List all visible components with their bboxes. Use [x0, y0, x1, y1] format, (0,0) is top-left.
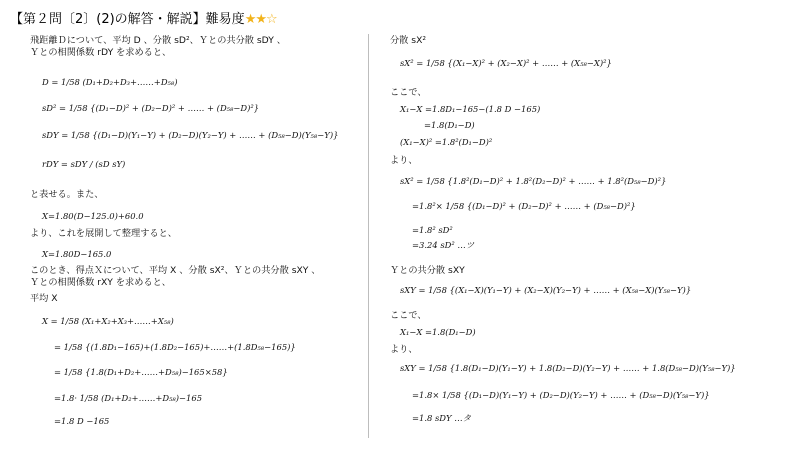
right-line: X₁−X =1.8(D₁−D) [400, 327, 476, 337]
right-line: (X₁−X)² =1.8²(D₁−D)² [400, 137, 493, 147]
right-line: =1.8× 1/58 {(D₁−D)(Y₁−Y) + (D₂−D)(Y₂−Y) + …… + (D₅₈−D)(Y₅₈−Y)} [412, 390, 710, 400]
right-line: X₁−X =1.8D₁−165−(1.8 D −165) [400, 104, 541, 114]
left-line: D = 1/58 (D₁+D₂+D₃+……+D₅₈) [42, 77, 178, 87]
left-line: と表せる。また、 [30, 189, 104, 200]
right-line: sX² = 1/58 {(X₁−X)² + (X₂−X)² + …… + (X₅₈−X)²} [400, 58, 612, 68]
right-line: Ｙとの共分散 sXY [390, 265, 465, 276]
left-line: Ｙとの相関係数 rDY を求めると、 [30, 47, 172, 58]
right-line: =1.8(D₁−D) [424, 120, 475, 130]
left-line: X=1.80(D−125.0)+60.0 [42, 211, 144, 221]
right-line: より、 [390, 344, 418, 355]
right-line: ここで、 [390, 310, 427, 321]
left-line: X = 1/58 (X₁+X₂+X₃+……+X₅₈) [42, 316, 174, 326]
right-line: =1.8² sD² [412, 225, 453, 235]
page-title [10, 8, 277, 27]
right-line: ここで、 [390, 87, 427, 98]
column-divider [368, 34, 369, 438]
left-line: rDY = sDY / (sD sY) [42, 159, 126, 169]
left-line: X=1.80D−165.0 [42, 249, 112, 259]
left-line: = 1/58 {1.8(D₁+D₂+……+D₅₈)−165×58} [54, 367, 228, 377]
left-line: 平均 X [30, 293, 58, 304]
left-line: sD² = 1/58 {(D₁−D)² + (D₂−D)² + …… + (D₅₈−D)²} [42, 103, 260, 113]
left-line: 飛距離Ｄについて、平均 D 、分散 sD²、Ｙとの共分散 sDY 、 [30, 35, 286, 46]
left-line: = 1/58 {(1.8D₁−165)+(1.8D₂−165)+……+(1.8D₅₈−165)} [54, 342, 296, 352]
left-line: =1.8 D −165 [54, 416, 110, 426]
right-line: sXY = 1/58 {(X₁−X)(Y₁−Y) + (X₂−X)(Y₂−Y) + …… + (X₅₈−X)(Y₅₈−Y)} [400, 285, 692, 295]
right-line: sX² = 1/58 {1.8²(D₁−D)² + 1.8²(D₂−D)² + …… + 1.8²(D₅₈−D)²} [400, 176, 667, 186]
left-line: このとき、得点Ｘについて、平均 X 、分散 sX²、Ｙとの共分散 sXY 、 [30, 265, 321, 276]
right-line: 分散 sX² [390, 35, 427, 46]
right-line: =1.8 sDY …タ [412, 413, 471, 423]
left-line: より、これを展開して整理すると、 [30, 228, 177, 239]
right-line: =3.24 sD² …ツ [412, 240, 475, 250]
right-line: より、 [390, 155, 418, 166]
difficulty-stars: ★★☆ [244, 12, 277, 27]
left-line: =1.8· 1/58 (D₁+D₂+……+D₅₈)−165 [54, 393, 203, 403]
right-line: sXY = 1/58 {1.8(D₁−D)(Y₁−Y) + 1.8(D₂−D)(Y₂−Y) + …… + 1.8(D₅₈−D)(Y₅₈−Y)} [400, 363, 736, 373]
right-line: =1.8²× 1/58 {(D₁−D)² + (D₂−D)² + …… + (D₅₈−D)²} [412, 201, 636, 211]
left-line: sDY = 1/58 {(D₁−D)(Y₁−Y) + (D₂−D)(Y₂−Y) + …… + (D₅₈−D)(Y₅₈−Y)} [42, 130, 339, 140]
title-text: 【第２問〔2〕(2)の解答・解説】難易度 [10, 12, 245, 27]
left-line: Ｙとの相関係数 rXY を求めると、 [30, 277, 171, 288]
